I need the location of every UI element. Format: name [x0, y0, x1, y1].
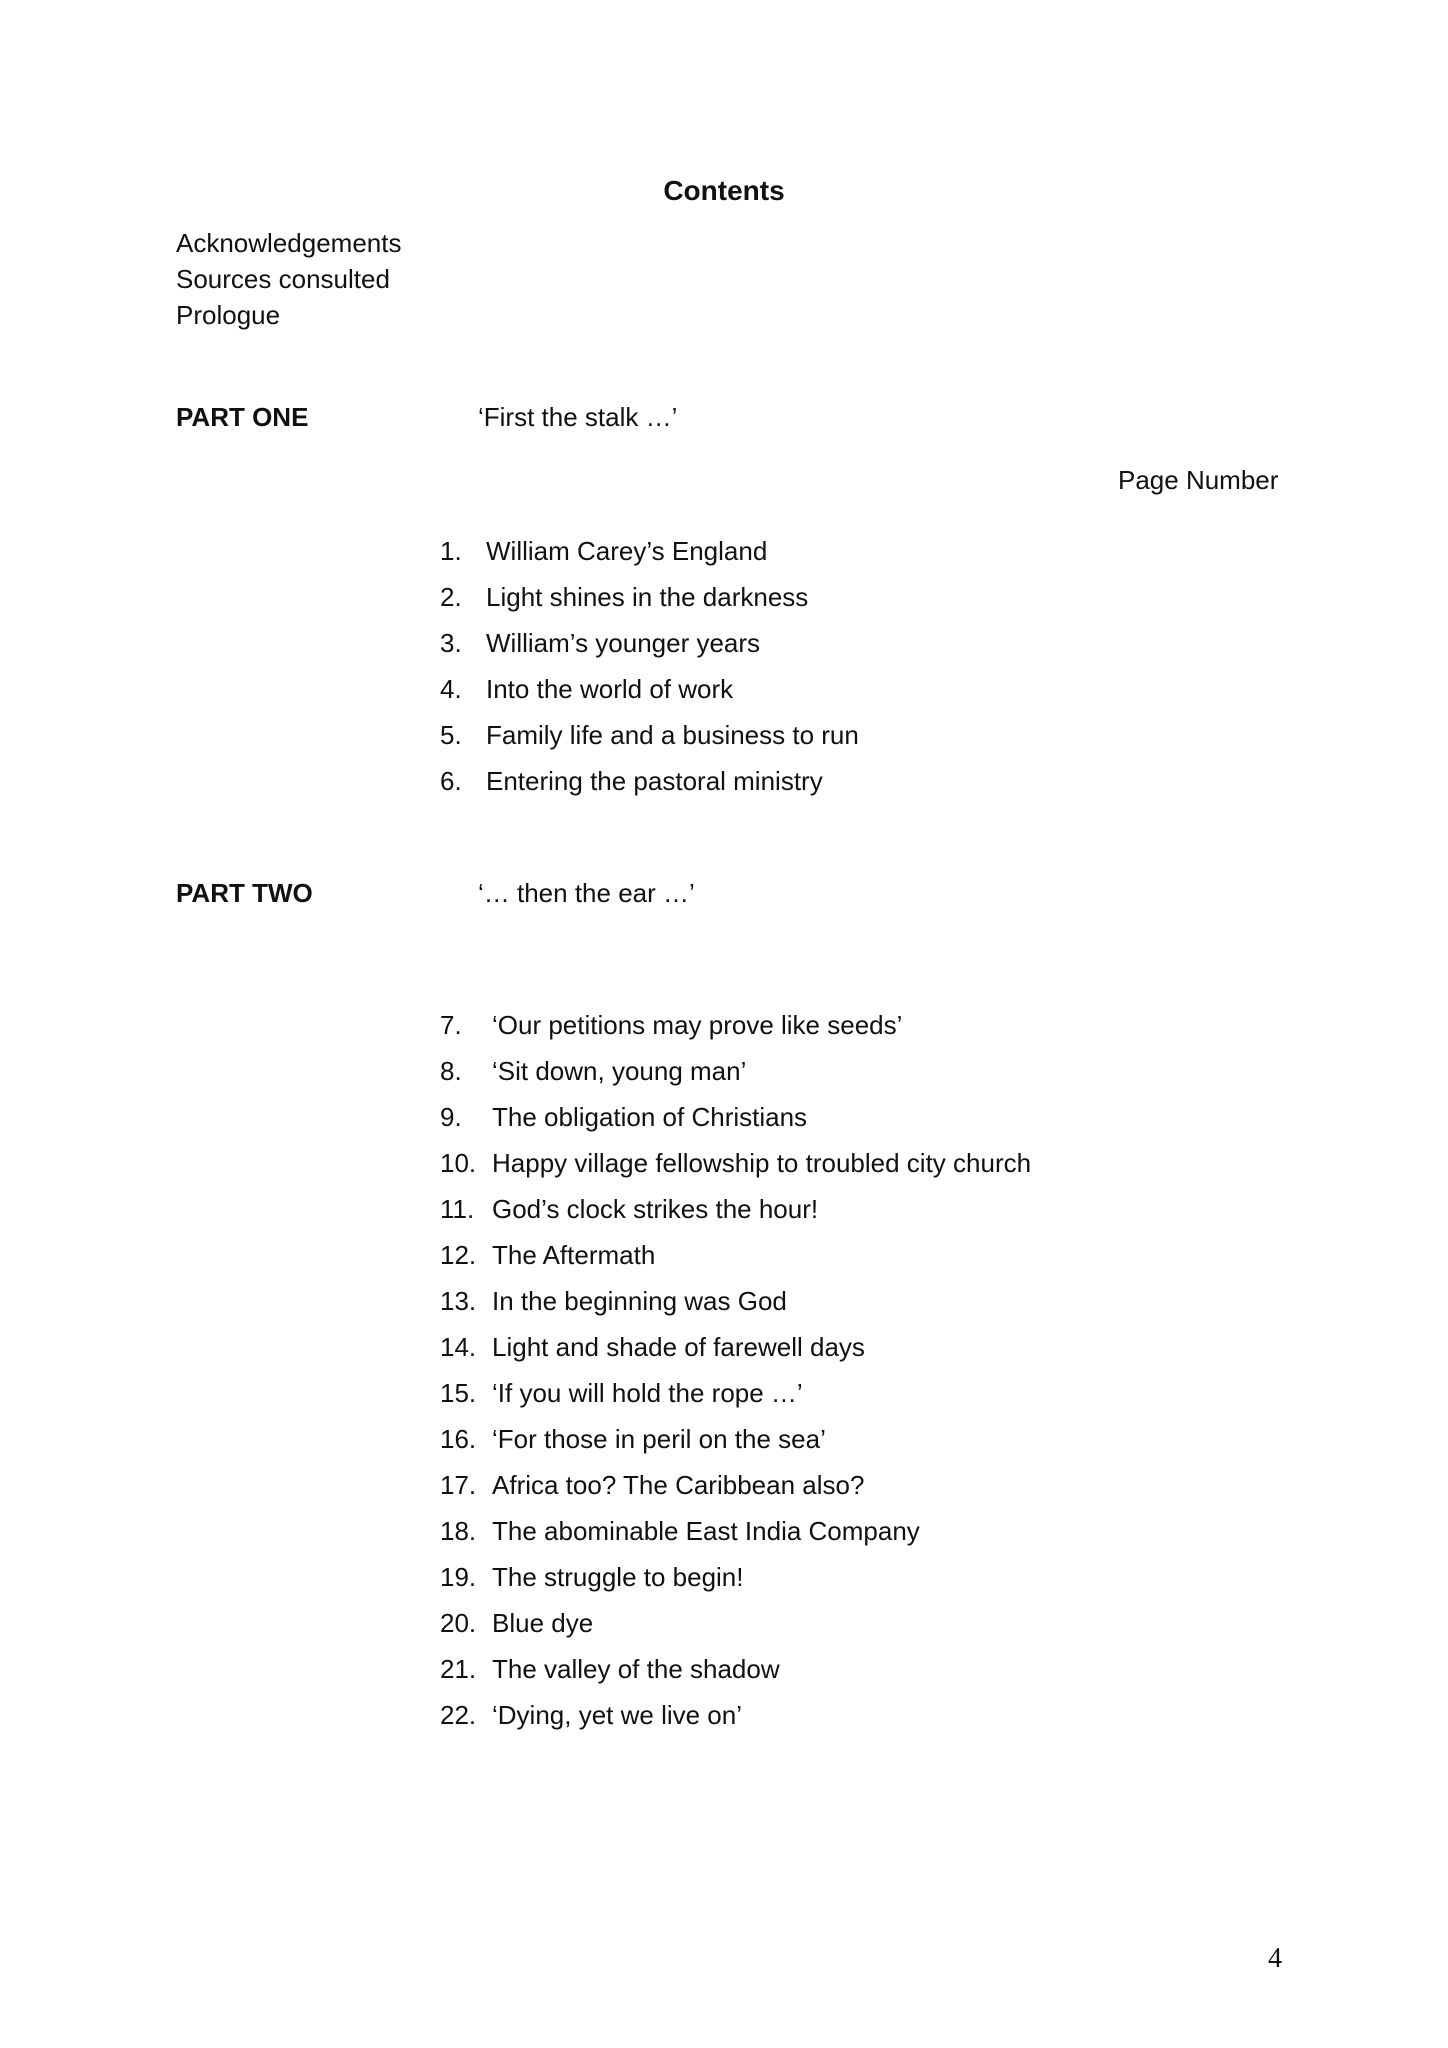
- chapter-number: 16.: [440, 1424, 477, 1454]
- chapter-title: The abominable East India Company: [492, 1516, 920, 1546]
- chapter-number: 3.: [440, 628, 462, 658]
- chapter-number: 7.: [440, 1010, 462, 1040]
- front-matter-item: Sources consulted: [176, 264, 390, 294]
- chapter-title: God’s clock strikes the hour!: [492, 1194, 819, 1224]
- chapter-entry: [440, 1002, 902, 1048]
- chapter-entry: [440, 1094, 807, 1140]
- chapter-number: 17.: [440, 1470, 477, 1500]
- chapter-number: 18.: [440, 1516, 477, 1546]
- chapter-entry: [440, 712, 859, 758]
- chapter-number: 8.: [440, 1056, 462, 1086]
- chapter-number: 19.: [440, 1562, 477, 1592]
- chapter-title: Africa too? The Caribbean also?: [492, 1470, 865, 1500]
- chapter-title: Entering the pastoral ministry: [486, 766, 823, 796]
- front-matter-list: [176, 225, 401, 333]
- chapter-entry: [440, 620, 760, 666]
- chapter-number: 14.: [440, 1332, 477, 1362]
- chapter-entry: [440, 1370, 803, 1416]
- chapter-number: 6.: [440, 766, 462, 796]
- chapter-number: 1.: [440, 536, 462, 566]
- chapter-entry: [440, 666, 733, 712]
- chapter-number: 11.: [440, 1194, 475, 1224]
- chapter-entry: [440, 1048, 746, 1094]
- chapter-number: 21.: [440, 1654, 477, 1684]
- chapter-number: 15.: [440, 1378, 477, 1408]
- chapter-number: 5.: [440, 720, 462, 750]
- chapter-entry: [440, 574, 808, 620]
- chapter-number: 4.: [440, 674, 462, 704]
- chapter-title: ‘If you will hold the rope …’: [492, 1378, 803, 1408]
- chapter-number: 20.: [440, 1608, 477, 1638]
- chapter-title: The obligation of Christians: [492, 1102, 808, 1132]
- chapter-title: ‘For those in peril on the sea’: [492, 1424, 826, 1454]
- chapter-title: William Carey’s England: [486, 536, 768, 566]
- chapter-entry: [440, 1416, 826, 1462]
- part-two-quote: ‘… then the ear …’: [478, 878, 695, 908]
- chapter-number: 22.: [440, 1700, 477, 1730]
- chapter-title: ‘Sit down, young man’: [492, 1056, 747, 1086]
- chapter-title: ‘Dying, yet we live on’: [492, 1700, 742, 1730]
- chapter-entry: [440, 1462, 864, 1508]
- chapter-entry: [440, 1324, 865, 1370]
- chapter-number: 13.: [440, 1286, 477, 1316]
- chapter-entry: [440, 1600, 593, 1646]
- chapter-entry: [440, 1554, 744, 1600]
- chapter-title: The Aftermath: [492, 1240, 656, 1270]
- chapter-entry: [440, 1278, 787, 1324]
- chapter-title: ‘Our petitions may prove like seeds’: [492, 1010, 903, 1040]
- chapter-entry: [440, 1646, 780, 1692]
- chapter-title: Blue dye: [492, 1608, 594, 1638]
- chapter-title: Light shines in the darkness: [486, 582, 809, 612]
- chapter-entry: [440, 528, 767, 574]
- chapter-title: Family life and a business to run: [486, 720, 859, 750]
- chapter-entry: [440, 1508, 920, 1554]
- chapter-number: 9.: [440, 1102, 462, 1132]
- chapter-entry: [440, 1140, 1031, 1186]
- chapter-title: The struggle to begin!: [492, 1562, 744, 1592]
- page-title: Contents: [663, 175, 785, 206]
- chapter-title: Into the world of work: [486, 674, 734, 704]
- chapter-number: 2.: [440, 582, 462, 612]
- page-folio-number: 4: [1268, 1943, 1282, 1974]
- chapter-entry: [440, 1186, 818, 1232]
- part-one-label: PART ONE: [176, 402, 309, 432]
- chapter-entry: [440, 758, 823, 804]
- chapter-title: The valley of the shadow: [492, 1654, 780, 1684]
- chapter-number: 10.: [440, 1148, 477, 1178]
- chapter-entry: [440, 1692, 742, 1738]
- chapter-title: In the beginning was God: [492, 1286, 787, 1316]
- page-number-heading: Page Number: [1118, 465, 1279, 495]
- part-two-label: PART TWO: [176, 878, 313, 908]
- chapter-number: 12.: [440, 1240, 477, 1270]
- front-matter-item: Acknowledgements: [176, 228, 402, 258]
- front-matter-item: Prologue: [176, 300, 281, 330]
- chapter-title: William’s younger years: [486, 628, 761, 658]
- chapter-entry: [440, 1232, 655, 1278]
- chapter-title: Happy village fellowship to troubled city church: [492, 1148, 1032, 1178]
- chapter-title: Light and shade of farewell days: [492, 1332, 865, 1362]
- part-one-quote: ‘First the stalk …’: [478, 402, 678, 432]
